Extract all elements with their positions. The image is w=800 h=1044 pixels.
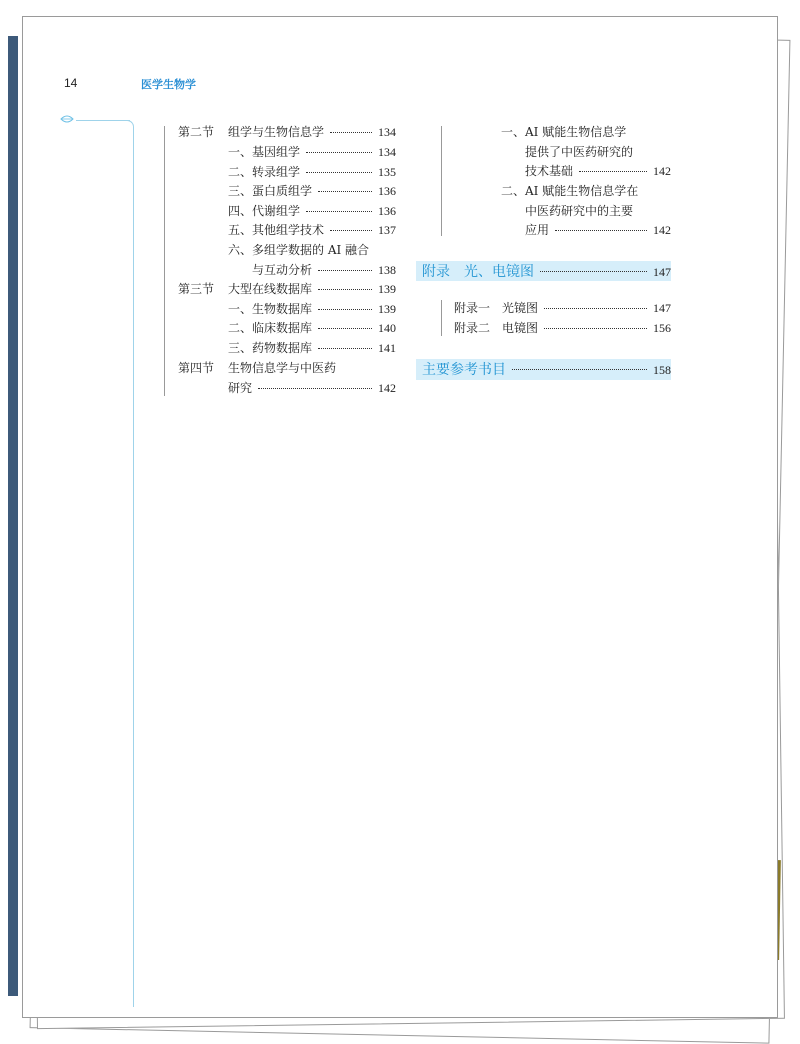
appendix-banner[interactable] <box>416 261 671 281</box>
toc-page: 156 <box>653 321 671 335</box>
toc-label: 第四节 <box>178 361 215 375</box>
toc-label: 附录一 <box>454 301 491 315</box>
toc-title: 组学与生物信息学 <box>228 125 325 139</box>
toc-title: 三、药物数据库 <box>228 341 313 355</box>
toc-title-line: 提供了中医药研究的 <box>525 145 634 159</box>
toc-title: 二、临床数据库 <box>228 321 313 335</box>
toc-title: 大型在线数据库 <box>228 282 313 296</box>
toc-entry[interactable] <box>228 222 396 238</box>
dot-leader <box>544 328 647 329</box>
toc-title: 五、其他组学技术 <box>228 223 325 237</box>
dot-leader <box>318 309 372 310</box>
toc-page: 141 <box>378 341 396 355</box>
dot-leader <box>579 171 647 172</box>
toc-title-line: 中医药研究中的主要 <box>525 204 634 218</box>
banner-title: 附录 光、电镜图 <box>422 263 534 279</box>
toc-entry[interactable] <box>228 164 396 180</box>
toc-entry[interactable] <box>228 320 396 336</box>
dot-leader <box>318 328 372 329</box>
dot-leader <box>306 211 372 212</box>
toc-entry[interactable] <box>525 222 671 238</box>
toc-label: 第二节 <box>178 125 215 139</box>
toc-title: 四、代谢组学 <box>228 204 301 218</box>
dot-leader <box>330 132 372 133</box>
dot-leader <box>318 191 372 192</box>
dot-leader <box>258 388 372 389</box>
toc-entry[interactable] <box>228 340 396 356</box>
toc-entry[interactable] <box>454 320 671 336</box>
margin-decoration <box>133 127 134 1007</box>
toc-page: 138 <box>378 263 396 277</box>
toc-page: 136 <box>378 184 396 198</box>
toc-page: 147 <box>653 301 671 315</box>
toc-entry[interactable] <box>228 380 396 396</box>
dot-leader <box>306 172 372 173</box>
toc-page: 136 <box>378 204 396 218</box>
toc-title-line: 六、多组学数据的 AI 融合 <box>228 243 370 257</box>
column-rule <box>441 126 442 236</box>
dot-leader <box>318 348 372 349</box>
toc-page: 147 <box>653 265 671 279</box>
toc-title: 一、基因组学 <box>228 145 301 159</box>
toc-entry[interactable] <box>228 301 396 317</box>
toc-entry[interactable] <box>178 281 396 297</box>
toc-entry[interactable] <box>228 144 396 160</box>
running-head: 医学生物学 <box>141 79 196 91</box>
toc-entry[interactable] <box>525 163 671 179</box>
toc-entry[interactable] <box>454 300 671 316</box>
book-edge <box>8 36 18 996</box>
margin-decoration <box>76 120 130 121</box>
toc-page: 142 <box>378 381 396 395</box>
toc-page: 134 <box>378 145 396 159</box>
toc-title: 研究 <box>228 381 253 395</box>
toc-page: 142 <box>653 223 671 237</box>
dot-leader <box>540 271 647 272</box>
toc-title-line: 二、AI 赋能生物信息学在 <box>501 184 639 198</box>
dot-leader <box>306 152 372 153</box>
toc-entry[interactable] <box>252 262 396 278</box>
toc-page: 137 <box>378 223 396 237</box>
dot-leader <box>544 308 647 309</box>
toc-label: 附录二 <box>454 321 491 335</box>
toc-title: 技术基础 <box>525 164 574 178</box>
dot-leader <box>512 369 647 370</box>
dot-leader <box>555 230 647 231</box>
toc-entry[interactable] <box>228 183 396 199</box>
banner-title: 主要参考书目 <box>422 361 506 377</box>
toc-page: 135 <box>378 165 396 179</box>
toc-page: 134 <box>378 125 396 139</box>
toc-page: 139 <box>378 282 396 296</box>
column-rule <box>164 126 165 396</box>
toc-page: 140 <box>378 321 396 335</box>
toc-title: 一、生物数据库 <box>228 302 313 316</box>
page-number: 14 <box>64 76 78 90</box>
toc-title: 二、转录组学 <box>228 165 301 179</box>
toc-title: 三、蛋白质组学 <box>228 184 313 198</box>
toc-title: 光镜图 <box>502 301 539 315</box>
column-rule <box>441 300 442 336</box>
toc-title: 应用 <box>525 223 550 237</box>
toc-title-line: 生物信息学与中医药 <box>228 361 337 375</box>
toc-page: 139 <box>378 302 396 316</box>
toc-label: 第三节 <box>178 282 215 296</box>
toc-title: 电镜图 <box>502 321 539 335</box>
leaf-icon <box>60 114 74 124</box>
toc-title-line: 一、AI 赋能生物信息学 <box>501 125 627 139</box>
dot-leader <box>318 270 372 271</box>
dot-leader <box>330 230 372 231</box>
toc-title: 与互动分析 <box>252 263 313 277</box>
toc-page: 142 <box>653 164 671 178</box>
toc-entry-head <box>178 360 336 376</box>
toc-entry[interactable] <box>228 203 396 219</box>
toc-page: 158 <box>653 363 671 377</box>
toc-entry[interactable] <box>178 124 396 140</box>
dot-leader <box>318 289 372 290</box>
references-banner[interactable] <box>416 359 671 380</box>
